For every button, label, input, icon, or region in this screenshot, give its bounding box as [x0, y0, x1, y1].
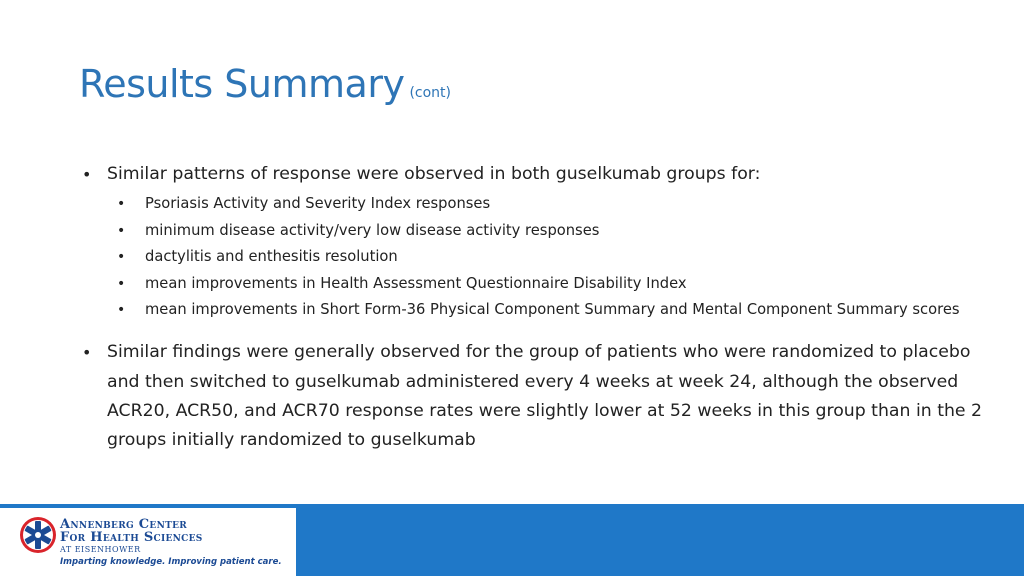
logo-line-1: Annenberg Center — [60, 517, 188, 532]
title-main: Results Summary — [79, 62, 405, 106]
spacer — [79, 323, 984, 338]
sub-bullet-item — [117, 297, 984, 323]
logo-wordmark — [60, 518, 203, 555]
bullet-glyph: • — [117, 196, 126, 213]
logo-tagline: Imparting knowledge. Improving patient care. — [60, 557, 282, 567]
sub-bullet-text: mean improvements in Short Form-36 Physical Component Summary and Mental Component Summary scores — [145, 300, 960, 318]
sub-bullet-text: mean improvements in Health Assessment Questionnaire Disability Index — [145, 274, 687, 292]
logo-line-3: AT EISENHOWER — [60, 545, 141, 554]
sub-bullet-item — [117, 244, 984, 270]
bullet-item — [79, 338, 984, 455]
bullet-glyph: • — [117, 249, 126, 266]
bullet-glyph: • — [117, 222, 126, 239]
sub-bullet-list — [117, 191, 984, 323]
sub-bullet-text: minimum disease activity/very low disease activity responses — [145, 221, 600, 239]
sub-bullet-item — [117, 218, 984, 244]
sub-bullet-text: Psoriasis Activity and Severity Index responses — [145, 195, 491, 213]
bullet-list — [79, 160, 984, 456]
bullet-glyph: • — [82, 343, 92, 363]
title-suffix: (cont) — [409, 85, 451, 101]
star-of-life-icon — [18, 515, 58, 555]
bullet-text: Similar findings were generally observed for the group of patients who were randomized to placebo and then switched to guselkumab administered every 4 weeks at week 24, although the observed ACR20, ACR50, and ACR70 response rates were slightly lower at 52 weeks in this group than in the 2 groups initially randomized to guselkumab — [107, 342, 983, 451]
bullet-text: Similar patterns of response were observed in both guselkumab groups for: — [107, 164, 761, 184]
bullet-item — [79, 160, 984, 189]
slide-title — [79, 58, 451, 119]
logo-line-2: For Health Sciences — [60, 530, 203, 545]
sub-bullet-item — [117, 191, 984, 217]
sub-bullet-item — [117, 271, 984, 297]
bullet-glyph: • — [117, 301, 126, 318]
bullet-glyph: • — [82, 165, 92, 184]
sub-bullet-text: dactylitis and enthesitis resolution — [145, 248, 398, 266]
bullet-glyph: • — [117, 275, 126, 292]
